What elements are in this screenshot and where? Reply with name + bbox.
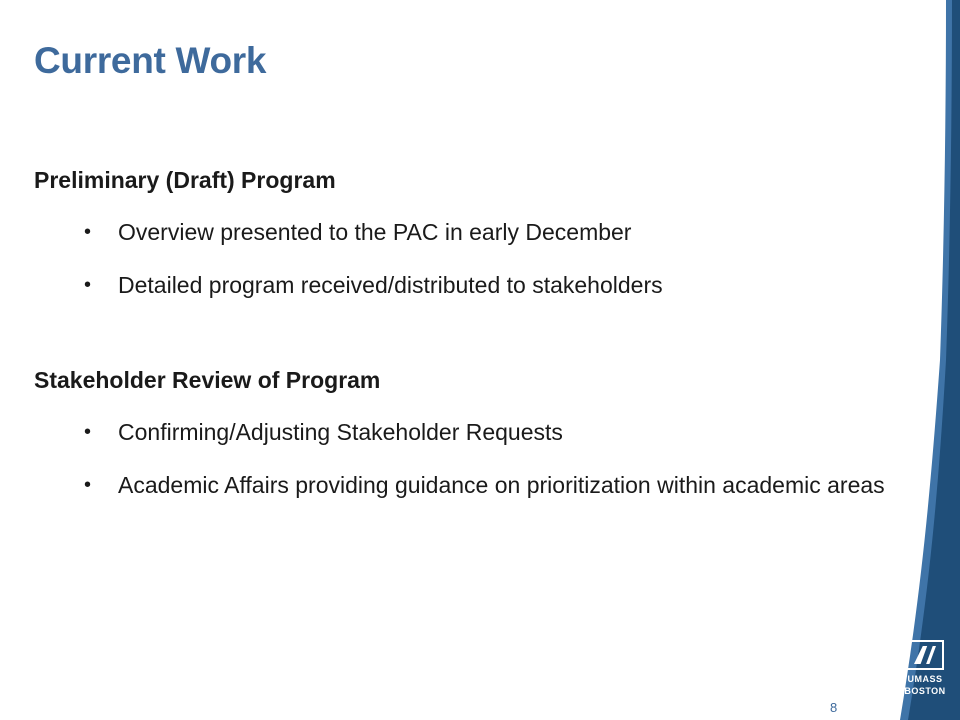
section-heading-stakeholder-review: Stakeholder Review of Program: [34, 367, 381, 393]
slide-content: [34, 164, 914, 502]
page-number: 8: [830, 700, 838, 715]
bullet-item: [34, 416, 914, 449]
bullet-dot-icon: •: [84, 421, 92, 443]
logo-text-boston: BOSTON: [904, 686, 946, 696]
bullet-list-preliminary: [34, 216, 914, 302]
bullet-list-stakeholder-review: [34, 416, 914, 502]
bullet-dot-icon: •: [84, 474, 92, 496]
bullet-text: Confirming/Adjusting Stakeholder Requests: [118, 419, 563, 445]
logo-mark-shape: [914, 646, 936, 664]
bullet-dot-icon: •: [84, 274, 92, 296]
section-spacer: [34, 302, 914, 364]
bullet-item: [34, 216, 914, 249]
bullet-text: Academic Affairs providing guidance on prioritization within academic areas: [118, 472, 885, 498]
umass-boston-logo: [900, 640, 950, 702]
logo-text-umass: UMASS: [907, 674, 943, 684]
bullet-text: Overview presented to the PAC in early December: [118, 219, 632, 245]
slide-title: Current Work: [34, 40, 267, 81]
bullet-text: Detailed program received/distributed to stakeholders: [118, 272, 663, 298]
bullet-item: [34, 469, 914, 502]
umass-logo-icon: [906, 640, 944, 670]
bullet-item: [34, 269, 914, 302]
section-heading-preliminary: Preliminary (Draft) Program: [34, 167, 336, 193]
bullet-dot-icon: •: [84, 221, 92, 243]
